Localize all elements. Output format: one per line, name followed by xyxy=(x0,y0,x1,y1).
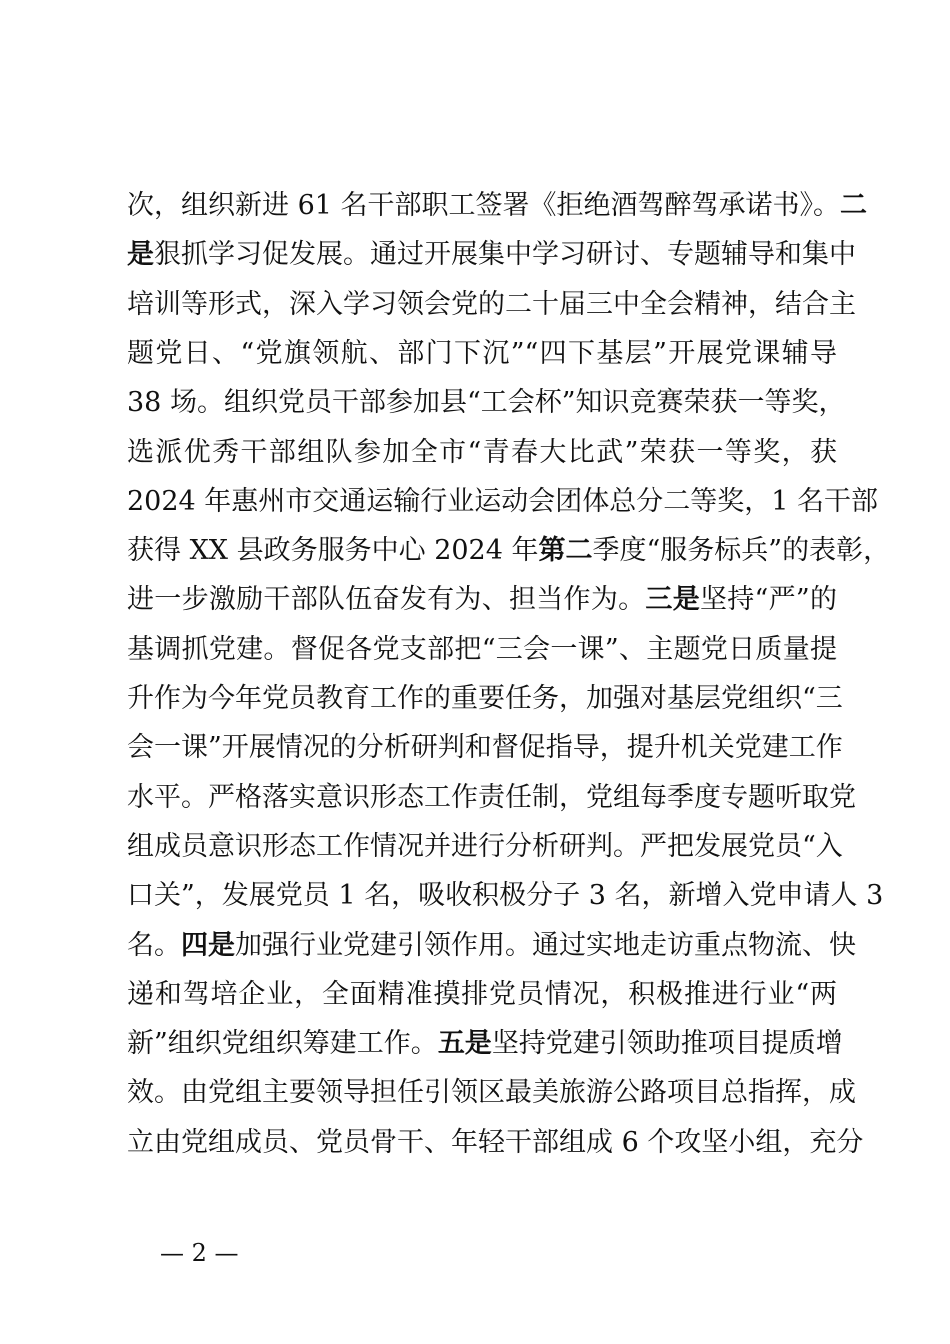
text-run: 季度“服务标兵”的表彰， xyxy=(592,535,891,566)
text-run: 进一步激励干部队伍奋发有为、担当作为。 xyxy=(127,584,646,615)
text-run: 38 场。组织党员干部参加县“工会杯”知识竞赛荣获一等奖， xyxy=(127,387,846,418)
text-line xyxy=(127,876,884,916)
text-run: 狠抓学习促发展。通过开展集中学习研讨、专题辅导和集中 xyxy=(154,239,856,270)
text-line xyxy=(127,186,868,226)
text-line xyxy=(127,285,856,325)
text-line xyxy=(127,679,843,719)
text-run: 水平。严格落实意识形态工作责任制，党组每季度专题听取党 xyxy=(127,782,856,813)
text-line xyxy=(127,334,837,374)
text-run: 递和驾培企业，全面精准摸排党员情况，积极推进行业“两 xyxy=(127,979,837,1010)
text-line xyxy=(127,630,837,670)
text-run: 立由党组成员、党员骨干、年轻干部组成 6 个攻坚小组，充分 xyxy=(127,1127,864,1158)
text-run: 升作为今年党员教育工作的重要任务，加强对基层党组织“三 xyxy=(127,683,843,714)
text-run: 选派优秀干部组队参加全市“青春大比武”荣获一等奖，获 xyxy=(127,437,837,468)
bold-text-run: 三是 xyxy=(645,584,700,615)
bold-text-run: 二 xyxy=(840,190,868,221)
text-run: 获得 XX 县政务服务中心 2024 年 xyxy=(127,535,539,566)
text-line xyxy=(127,778,856,818)
page-number: — 2 — xyxy=(160,1239,239,1267)
text-run: 会一课”开展情况的分析研判和督促指导，提升机关党建工作 xyxy=(127,732,843,763)
text-line xyxy=(127,1073,856,1113)
text-run: 口关”，发展党员 1 名，吸收积极分子 3 名，新增入党申请人 3 xyxy=(127,880,884,911)
text-run: 坚持党建引领助推项目提质增 xyxy=(491,1028,843,1059)
text-line xyxy=(127,383,846,423)
text-line xyxy=(127,531,891,571)
text-run: 组成员意识形态工作情况并进行分析研判。严把发展党员“入 xyxy=(127,831,843,862)
text-line xyxy=(127,926,856,966)
text-line xyxy=(127,433,837,473)
bold-text-run: 是 xyxy=(127,239,154,270)
bold-text-run: 五是 xyxy=(437,1028,492,1059)
text-line xyxy=(127,580,837,620)
text-line xyxy=(127,728,843,768)
text-run: 坚持“严”的 xyxy=(699,584,838,615)
text-line xyxy=(127,1024,843,1064)
text-run: 新”组织党组织筹建工作。 xyxy=(127,1028,438,1059)
text-line xyxy=(127,1123,864,1163)
text-run: 基调抓党建。督促各党支部把“三会一课”、主题党日质量提 xyxy=(127,634,837,665)
text-line xyxy=(127,482,879,522)
text-run: 2024 年惠州市交通运输行业运动会团体总分二等奖，1 名干部 xyxy=(127,486,879,517)
text-run: 次，组织新进 61 名干部职工签署《拒绝酒驾醉驾承诺书》。 xyxy=(127,190,841,221)
text-run: 加强行业党建引领作用。通过实地走访重点物流、快 xyxy=(235,930,856,961)
text-run: 名。 xyxy=(127,930,181,961)
text-run: 培训等形式，深入学习领会党的二十届三中全会精神，结合主 xyxy=(127,289,856,320)
bold-text-run: 四是 xyxy=(181,930,235,961)
text-run: 效。由党组主要领导担任引领区最美旅游公路项目总指挥，成 xyxy=(127,1077,856,1108)
text-line xyxy=(127,975,837,1015)
text-run: 题党日、“党旗领航、部门下沉”“四下基层”开展党课辅导 xyxy=(127,338,837,369)
bold-text-run: 第二 xyxy=(538,535,593,566)
text-line xyxy=(127,235,856,275)
text-line xyxy=(127,827,843,867)
